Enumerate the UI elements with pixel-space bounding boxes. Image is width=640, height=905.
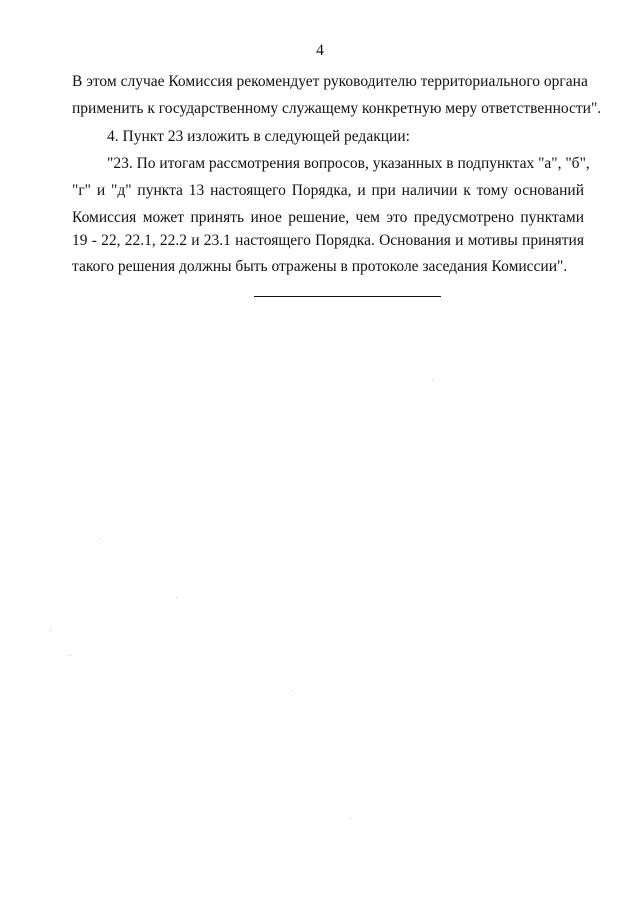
paragraph-3-line-1: "23. По итогам рассмотрения вопросов, указанных в подпунктах "а", "б", xyxy=(107,155,590,172)
scan-speck xyxy=(292,690,293,691)
scan-speck xyxy=(50,630,51,631)
paragraph-1-line-2: применить к государственному служащему конкретную меру ответственности". xyxy=(72,100,602,117)
paragraph-1-line-1: В этом случае Комиссия рекомендует руководителю территориального органа xyxy=(72,73,588,90)
scan-speck xyxy=(350,818,351,819)
scan-speck xyxy=(432,380,433,381)
page-number: 4 xyxy=(316,42,324,59)
paragraph-3-line-4: 19 - 22, 22.1, 22.2 и 23.1 настоящего Порядка. Основания и мотивы принятия xyxy=(72,232,584,249)
paragraph-3-line-5: такого решения должны быть отражены в протоколе заседания Комиссии". xyxy=(72,258,568,275)
scan-speck xyxy=(176,597,177,598)
paragraph-2-line-1: 4. Пункт 23 изложить в следующей редакции: xyxy=(107,128,410,145)
closing-rule xyxy=(254,296,441,297)
scan-speck xyxy=(100,538,101,539)
paragraph-3-line-2: "г" и "д" пункта 13 настоящего Порядка, и при наличии к тому оснований xyxy=(72,182,584,199)
paragraph-3-line-3: Комиссия может принять иное решение, чем это предусмотрено пунктами xyxy=(72,209,584,226)
scan-speck xyxy=(170,72,171,73)
scan-speck xyxy=(70,655,71,656)
